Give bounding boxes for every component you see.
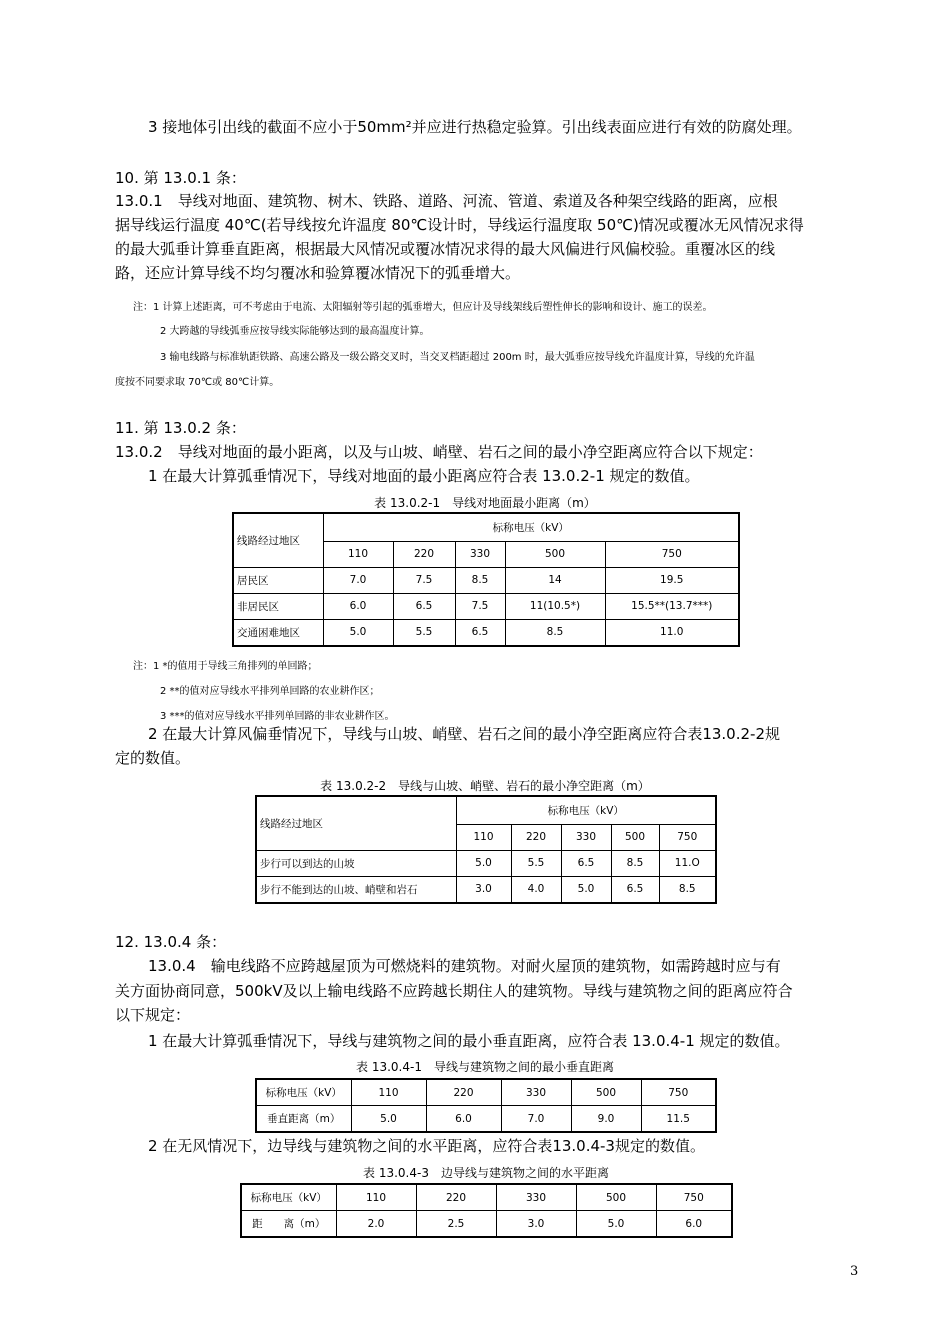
paragraph-line: 1 在最大计算弧垂情况下，导线对地面的最小距离应符合表 13.0.2-1 规定的数值。: [148, 467, 700, 485]
value-cell: 6.5: [561, 850, 611, 876]
value-cell: 5.0: [576, 1211, 656, 1238]
voltage-cell: 220: [393, 541, 455, 567]
row-label: 垂直距离（m）: [256, 1106, 351, 1133]
paragraph-line: 关方面协商同意，500kV及以上输电线路不应跨越长期住人的建筑物。导线与建筑物之间的距离应符合: [115, 982, 793, 1000]
table-row: [233, 567, 739, 593]
value-cell: 11(10.5*): [505, 593, 605, 619]
paragraph-line: 1 在最大计算弧垂情况下，导线与建筑物之间的最小垂直距离，应符合表 13.0.4-1 规定的数值。: [148, 1032, 790, 1050]
value-cell: 5.0: [351, 1106, 426, 1133]
value-cell: 8.5: [659, 876, 716, 903]
value-cell: 15.5**(13.7***): [605, 593, 739, 619]
page-number: 3: [850, 1264, 859, 1279]
value-cell: 6.5: [611, 876, 659, 903]
voltage-cell: 330: [455, 541, 505, 567]
paragraph-line: 2 在最大计算风偏垂情况下，导线与山坡、峭壁、岩石之间的最小净空距离应符合表13.0.2-2规: [148, 725, 780, 743]
voltage-cell: 500: [505, 541, 605, 567]
table-caption: 表 13.0.2-2 导线与山坡、峭壁、岩石的最小净空距离（m）: [320, 779, 650, 793]
table-row: [233, 619, 739, 646]
voltage-cell: 110: [456, 824, 511, 850]
note: 2 大跨越的导线弧垂应按导线实际能够达到的最高温度计算。: [160, 326, 430, 337]
voltage-cell: 220: [416, 1184, 496, 1211]
voltage-cell: 750: [605, 541, 739, 567]
table-note: 2 **的值对应导线水平排列单回路的农业耕作区；: [160, 686, 380, 697]
voltage-cell: 330: [501, 1079, 571, 1106]
table-header-area: 线路经过地区: [256, 796, 456, 850]
table-caption: 表 13.0.2-1 导线对地面最小距离（m）: [374, 496, 596, 510]
horizontal-distance-table: [240, 1183, 733, 1238]
paragraph-line: 定的数值。: [115, 749, 191, 767]
area-cell: 步行不能到达的山坡、峭壁和岩石: [256, 876, 456, 903]
row-label: 距 离（m）: [241, 1211, 336, 1238]
value-cell: 5.5: [393, 619, 455, 646]
table-caption: 表 13.0.4-1 导线与建筑物之间的最小垂直距离: [356, 1060, 614, 1074]
value-cell: 6.5: [455, 619, 505, 646]
value-cell: 6.5: [393, 593, 455, 619]
voltage-cell: 500: [571, 1079, 641, 1106]
voltage-cell: 220: [511, 824, 561, 850]
table-header-voltage: 标称电压（kV）: [323, 513, 739, 541]
voltage-cell: 750: [641, 1079, 716, 1106]
voltage-cell: 750: [656, 1184, 732, 1211]
voltage-cell: 500: [611, 824, 659, 850]
value-cell: 8.5: [611, 850, 659, 876]
section-12-heading: 12. 13.0.4 条：: [115, 933, 227, 951]
value-cell: 7.0: [323, 567, 393, 593]
area-cell: 居民区: [233, 567, 323, 593]
table-row: [233, 593, 739, 619]
table-caption: 表 13.0.4-3 边导线与建筑物之间的水平距离: [363, 1166, 609, 1180]
area-cell: 交通困难地区: [233, 619, 323, 646]
value-cell: 14: [505, 567, 605, 593]
value-cell: 9.0: [571, 1106, 641, 1133]
table-note: 3 ***的值对应导线水平排列单回路的非农业耕作区。: [160, 711, 395, 722]
value-cell: 11.0: [605, 619, 739, 646]
row-label: 标称电压（kV）: [241, 1184, 336, 1211]
value-cell: 19.5: [605, 567, 739, 593]
table-note: 注：1 *的值用于导线三角排列的单回路；: [133, 661, 318, 672]
value-cell: 5.0: [456, 850, 511, 876]
paragraph-line: 据导线运行温度 40℃(若导线按允许温度 80℃设计时，导线运行温度取 50℃)情况或覆冰无风情况求得: [115, 216, 804, 234]
note: 3 输电线路与标准轨距铁路、高速公路及一级公路交叉时，当交叉档距超过 200m 时，最大弧垂应按导线允许温度计算，导线的允许温: [160, 352, 755, 363]
area-cell: 非居民区: [233, 593, 323, 619]
value-cell: 5.5: [511, 850, 561, 876]
table-row: [256, 850, 716, 876]
voltage-cell: 110: [336, 1184, 416, 1211]
paragraph-line: 的最大弧垂计算垂直距离，根据最大风情况或覆冰情况求得的最大风偏进行风偏校验。重覆冰区的线: [115, 240, 776, 258]
voltage-cell: 330: [561, 824, 611, 850]
value-cell: 6.0: [656, 1211, 732, 1238]
value-cell: 3.0: [456, 876, 511, 903]
value-cell: 6.0: [426, 1106, 501, 1133]
intro-item-3: 3 接地体引出线的截面不应小于50mm²并应进行热稳定验算。引出线表面应进行有效的防腐处理。: [148, 118, 802, 136]
value-cell: 7.5: [455, 593, 505, 619]
value-cell: 5.0: [561, 876, 611, 903]
value-cell: 7.0: [501, 1106, 571, 1133]
paragraph-line: 13.0.4 输电线路不应跨越屋顶为可燃烧料的建筑物。对耐火屋顶的建筑物，如需跨越时应与有: [148, 957, 781, 975]
value-cell: 6.0: [323, 593, 393, 619]
voltage-cell: 500: [576, 1184, 656, 1211]
value-cell: 5.0: [323, 619, 393, 646]
table-header-area: 线路经过地区: [233, 513, 323, 567]
value-cell: 11.5: [641, 1106, 716, 1133]
table-header-voltage: 标称电压（kV）: [456, 796, 716, 824]
table-row: [256, 876, 716, 903]
paragraph-line: 13.0.1 导线对地面、建筑物、树木、铁路、道路、河流、管道、索道及各种架空线路的距离，应根: [115, 192, 778, 210]
value-cell: 2.5: [416, 1211, 496, 1238]
paragraph-line: 路，还应计算导线不均匀覆冰和验算覆冰情况下的弧垂增大。: [115, 264, 521, 282]
value-cell: 3.0: [496, 1211, 576, 1238]
value-cell: 4.0: [511, 876, 561, 903]
voltage-cell: 750: [659, 824, 716, 850]
vertical-distance-table: [255, 1078, 717, 1133]
value-cell: 2.0: [336, 1211, 416, 1238]
paragraph-line: 2 在无风情况下，边导线与建筑物之间的水平距离，应符合表13.0.4-3规定的数值。: [148, 1137, 705, 1155]
note: 注：1 计算上述距离，可不考虑由于电流、太阳辐射等引起的弧垂增大，但应计及导线架线后塑性伸长的影响和设计、施工的误差。: [133, 302, 713, 313]
ground-distance-table: [232, 512, 740, 647]
voltage-cell: 110: [323, 541, 393, 567]
row-label: 标称电压（kV）: [256, 1079, 351, 1106]
value-cell: 7.5: [393, 567, 455, 593]
voltage-cell: 330: [496, 1184, 576, 1211]
value-cell: 8.5: [455, 567, 505, 593]
paragraph-line: 以下规定：: [115, 1006, 191, 1024]
voltage-cell: 220: [426, 1079, 501, 1106]
voltage-cell: 110: [351, 1079, 426, 1106]
value-cell: 8.5: [505, 619, 605, 646]
paragraph-line: 13.0.2 导线对地面的最小距离，以及与山坡、峭壁、岩石之间的最小净空距离应符合以下规定：: [115, 443, 763, 461]
value-cell: 11.O: [659, 850, 716, 876]
section-10-heading: 10. 第 13.0.1 条：: [115, 169, 246, 187]
note: 度按不同要求取 70℃或 80℃计算。: [115, 377, 280, 388]
clearance-table: [255, 795, 717, 904]
area-cell: 步行可以到达的山坡: [256, 850, 456, 876]
section-11-heading: 11. 第 13.0.2 条：: [115, 419, 246, 437]
